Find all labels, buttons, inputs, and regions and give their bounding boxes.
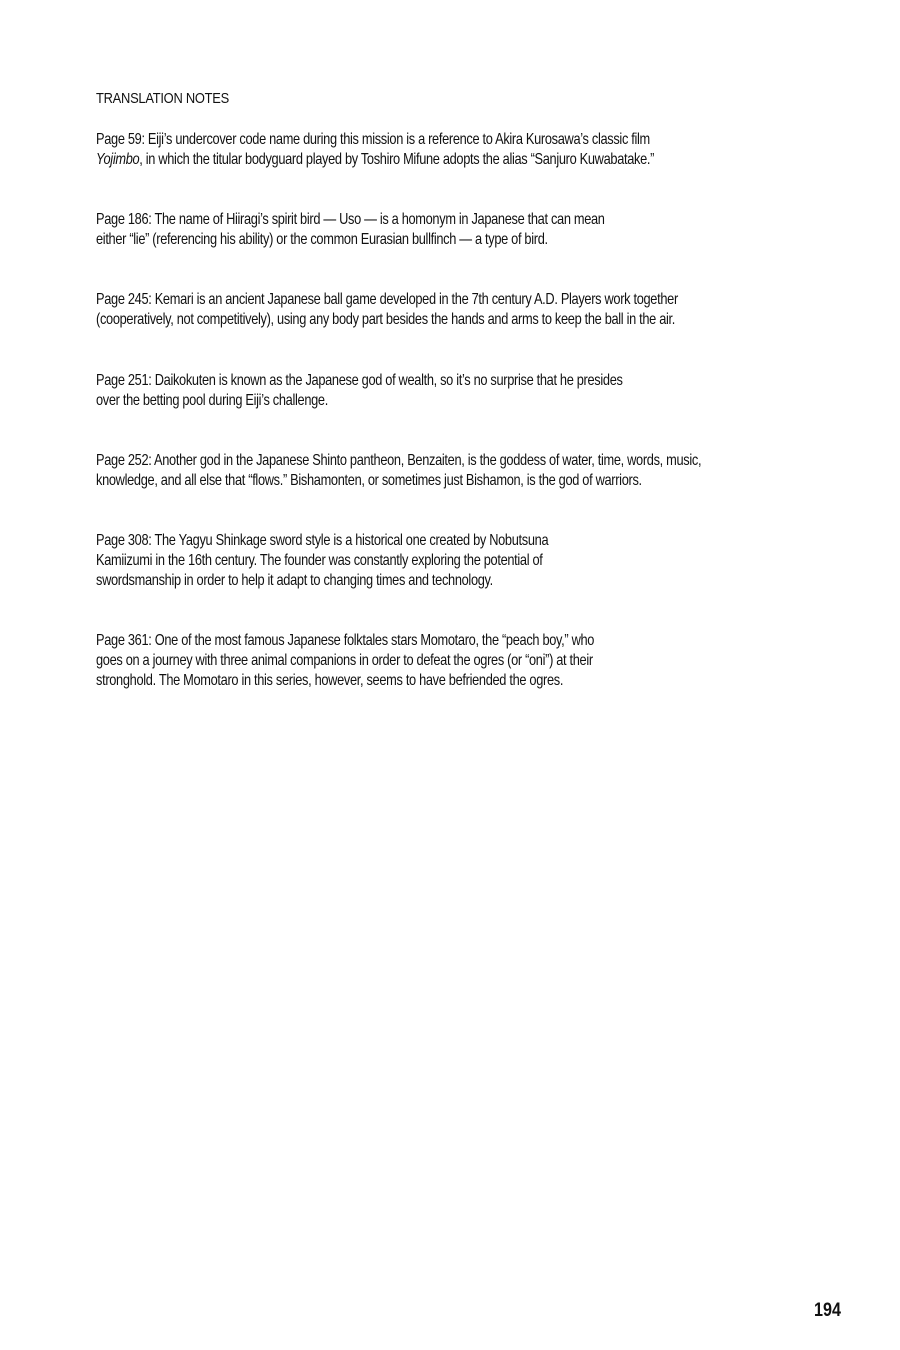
note-page-308	[96, 531, 548, 591]
note-page-59	[96, 130, 654, 170]
note-line: over the betting pool during Eiji’s challenge.	[96, 392, 328, 409]
note-page-186	[96, 210, 605, 250]
note-page-361	[96, 631, 594, 691]
note-line: Page 252: Another god in the Japanese Shinto pantheon, Benzaiten, is the goddess of water, time, words, music,	[96, 452, 702, 469]
note-line: Page 361: One of the most famous Japanese folktales stars Momotaro, the “peach boy,” who	[96, 632, 595, 649]
note-page-252	[96, 451, 701, 491]
note-line: Kamiizumi in the 16th century. The founder was constantly exploring the potential of	[96, 552, 543, 569]
note-page-245	[96, 290, 678, 330]
note-line: Page 308: The Yagyu Shinkage sword style is a historical one created by Nobutsuna	[96, 532, 549, 549]
note-line: knowledge, and all else that “flows.” Bishamonten, or sometimes just Bishamon, is the god of warriors.	[96, 472, 642, 489]
note-line: (cooperatively, not competitively), using any body part besides the hands and arms to keep the ball in the air.	[96, 311, 675, 328]
note-line-continuation: , in which the titular bodyguard played by Toshiro Mifune adopts the alias “Sanjuro Kuwabatake.”	[139, 151, 655, 168]
note-page-251	[96, 371, 623, 411]
note-line: either “lie” (referencing his ability) or the common Eurasian bullfinch — a type of bird.	[96, 231, 548, 248]
note-line: stronghold. The Momotaro in this series, however, seems to have befriended the ogres.	[96, 672, 564, 689]
note-line	[96, 150, 654, 170]
note-line: swordsmanship in order to help it adapt to changing times and technology.	[96, 572, 493, 589]
note-line: Page 186: The name of Hiiragi’s spirit bird — Uso — is a homonym in Japanese that can mean	[96, 211, 605, 228]
film-title-italic: Yojimbo	[96, 151, 140, 168]
note-line: Page 59: Eiji’s undercover code name during this mission is a reference to Akira Kurosawa’s classic film	[96, 131, 650, 148]
note-line: Page 251: Daikokuten is known as the Japanese god of wealth, so it’s no surprise that he presides	[96, 372, 623, 389]
page-number: 194	[814, 1300, 841, 1321]
note-line: goes on a journey with three animal companions in order to defeat the ogres (or “oni”) at their	[96, 652, 593, 669]
section-heading: TRANSLATION NOTES	[96, 90, 230, 107]
note-line: Page 245: Kemari is an ancient Japanese ball game developed in the 7th century A.D. Players work together	[96, 291, 678, 308]
